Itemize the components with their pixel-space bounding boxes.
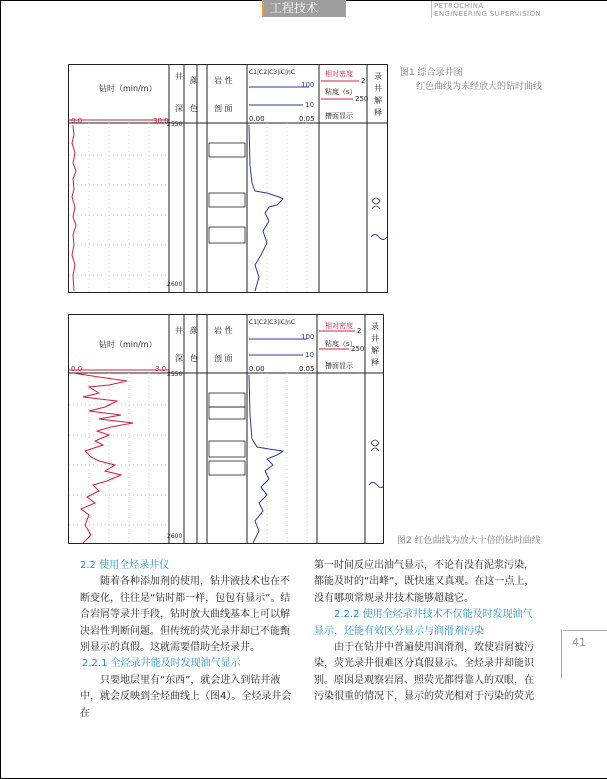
fig1-depth-top: 2550 bbox=[167, 121, 183, 128]
left-column bbox=[80, 558, 298, 722]
fig2-gas-cols: C1|C2|C3|iC|nC bbox=[249, 319, 296, 326]
fig2-viscosity-max: 250 bbox=[351, 345, 365, 353]
figure2-log bbox=[68, 314, 384, 544]
section-tab bbox=[262, 0, 346, 17]
fig1-gas-cols: C1|C2|C3|iC|nC bbox=[249, 69, 296, 76]
fig2-gas-max: 100 bbox=[301, 333, 315, 341]
fig2-scale-start: 0.0 bbox=[71, 365, 83, 373]
fig2-viscosity-label: 粘度（s） bbox=[325, 340, 357, 348]
fig1-interp-4: 释 bbox=[374, 108, 382, 117]
right-column bbox=[314, 558, 542, 706]
fig1-hdr-section: 剖 面 bbox=[214, 104, 233, 113]
paragraph-3: 第一时间反应出油气显示，不论有没有泥浆污染，都能及时的“出峰”，既快速又真观。在这一点上，没有哪项常规录井技术能够超越它。 bbox=[314, 560, 535, 604]
fig2-interp-2: 井 bbox=[371, 334, 379, 343]
figure2-caption: 图2 红色曲线为放大十倍的钻时曲线 bbox=[397, 536, 541, 546]
brand-name bbox=[434, 2, 541, 18]
fig2-gas-scale: 10 bbox=[305, 351, 314, 359]
fig1-hdr-color2: 色 bbox=[190, 104, 198, 113]
fig1-fluor-label: 槽面显示 bbox=[325, 112, 353, 120]
fig2-hdr-well: 井 bbox=[175, 326, 183, 335]
section-title: 工程技术 bbox=[270, 1, 319, 15]
fig1-log-graphic bbox=[69, 65, 387, 292]
fig2-interp-4: 释 bbox=[371, 358, 379, 367]
heading-2-2-2: 2.2.2 使用全烃录井技术不仅能及时发现油气显示，还能有效区分显示与润滑剂污染 bbox=[314, 609, 533, 637]
fig1-scale-end: 30.0 bbox=[153, 117, 169, 125]
heading-2-2-1: 2.2.1 全烃录井能及时发现油气显示 bbox=[82, 658, 241, 670]
fig1-hdr-color: 颜 bbox=[190, 76, 198, 85]
paragraph-4: 由于在钻井中普遍使用润滑剂，致使岩屑被污染，荧光录井很难区分真假显示。全烃录井却能识别。原因是观察岩屑、照荧光都得靠人的双眼，在污染很重的情况下，显示的荧光相对于污染的荧光 bbox=[314, 642, 534, 703]
fig1-hdr-depth: 深 bbox=[175, 104, 183, 113]
fig2-scale-end: 3.0 bbox=[155, 365, 167, 373]
fig2-density-label: 相对密度 bbox=[325, 322, 353, 330]
fig2-hdr-lith: 岩 性 bbox=[214, 326, 233, 335]
brand-line-2: ENGINEERING SUPERVISION bbox=[434, 10, 542, 18]
section-tab-accent bbox=[262, 1, 264, 16]
paragraph-1: 随着各种添加剂的使用，钻井液技术也在不断变化，往往是“钻时都一样，包包有显示”。结合岩屑等录井手段，钻时放大曲线基本上可以解决岩性判断问题。但传统的荧光录井却已不能甄别显示的真假。这就需要借助全烃录井。 bbox=[80, 576, 291, 654]
fig1-gas-scale: 10 bbox=[305, 101, 314, 109]
fig2-depth-top: 2550 bbox=[167, 371, 183, 378]
fig1-depth-bottom: 2600 bbox=[167, 281, 183, 288]
fig1-interp-2: 井 bbox=[374, 84, 382, 93]
fig1-interp-3: 解 bbox=[374, 96, 382, 105]
fig1-drill-label: 钻时（min/m） bbox=[99, 84, 157, 93]
page-number: 41 bbox=[572, 636, 586, 649]
figure1-caption bbox=[400, 66, 542, 94]
brand-line-1: PETROCHINA bbox=[434, 2, 484, 10]
fig2-density-max: 2 bbox=[357, 327, 362, 335]
fig1-density-max: 2 bbox=[361, 77, 366, 85]
fig1-hdr-well: 井 bbox=[175, 72, 183, 81]
fig1-density-label: 相对密度 bbox=[325, 70, 353, 78]
fig1-scale-start: 0.0 bbox=[71, 117, 83, 125]
page-border-left bbox=[0, 0, 1, 779]
fig2-interp-1: 录 bbox=[371, 322, 379, 331]
fig1-hdr-lith: 岩 性 bbox=[214, 76, 233, 85]
fig1-gas-low: 0.05 bbox=[299, 115, 315, 123]
fig2-hdr-depth: 深 bbox=[175, 354, 183, 363]
fig2-drill-label: 钻时（min/m） bbox=[99, 340, 157, 349]
margin-rule bbox=[561, 630, 562, 678]
fig2-interp-3: 解 bbox=[371, 346, 379, 355]
fig1-gas-max: 100 bbox=[301, 81, 315, 89]
paragraph-2: 只要地层里有“东西”，就会进入到钻井液中，就会反映到全烃曲线上（图4）。全烃录井会在 bbox=[80, 674, 292, 719]
figure1-caption-note: 红色曲线为未经放大的钻时曲线 bbox=[416, 82, 543, 92]
heading-2-2: 2.2 使用全烃录井仪 bbox=[80, 560, 170, 571]
fig2-hdr-section: 剖 面 bbox=[214, 354, 233, 363]
fig2-gas-zero: 0.00 bbox=[249, 365, 265, 373]
fig2-log-graphic bbox=[69, 315, 383, 543]
fig2-depth-bottom: 2600 bbox=[167, 533, 183, 540]
page-number-rule bbox=[563, 630, 607, 631]
figure1-caption-title: 图1 综合录井图 bbox=[400, 68, 463, 78]
fig1-viscosity-label: 粘度（s） bbox=[325, 88, 357, 96]
figure1-log bbox=[68, 64, 388, 293]
fig2-hdr-color: 颜 bbox=[190, 326, 198, 335]
fig1-interp-1: 录 bbox=[374, 72, 382, 81]
brand-divider bbox=[431, 1, 432, 18]
fig2-hdr-color2: 色 bbox=[190, 354, 198, 363]
fig2-gas-low: 0.05 bbox=[299, 365, 315, 373]
fig2-fluor-label: 槽面显示 bbox=[325, 362, 353, 370]
fig1-gas-zero: 0.00 bbox=[249, 115, 265, 123]
fig1-viscosity-max: 250 bbox=[355, 95, 369, 103]
